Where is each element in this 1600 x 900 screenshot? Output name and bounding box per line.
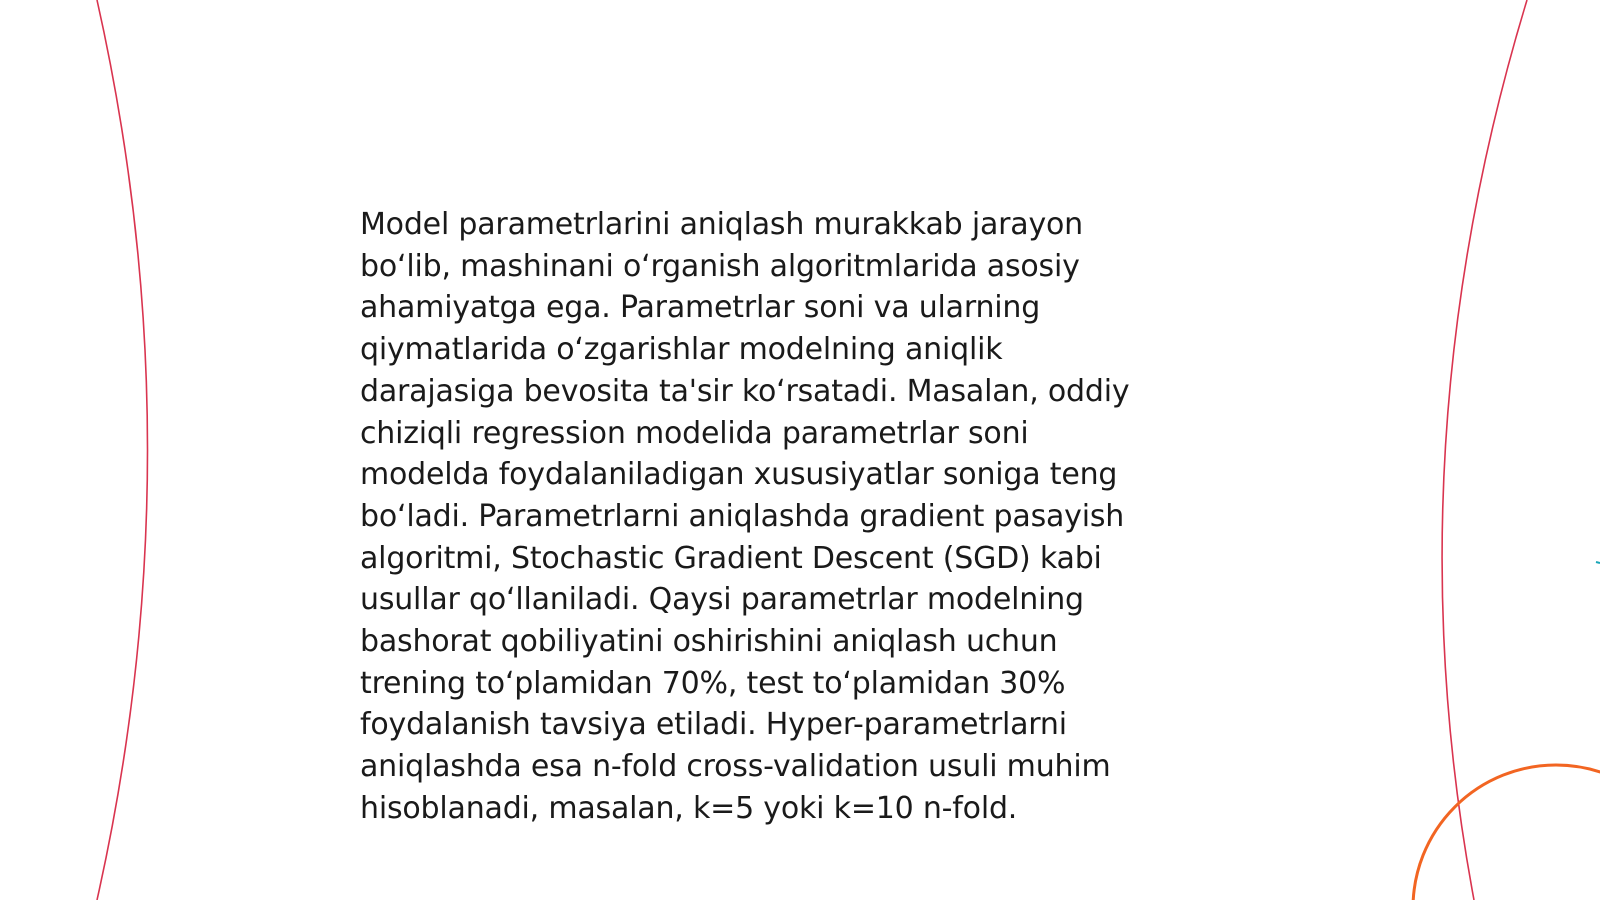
- paragraph-line: bo‘lib, mashinani o‘rganish algoritmlarida asosiy: [360, 248, 1080, 284]
- paragraph-line: qiymatlarida o‘zgarishlar modelning aniqlik: [360, 332, 1003, 368]
- left-arc: [97, 0, 148, 900]
- body-paragraph: [360, 204, 1210, 830]
- paragraph-line: aniqlashda esa n-fold cross-validation usuli muhim: [360, 749, 1111, 785]
- paragraph-line: trening to‘plamidan 70%, test to‘plamidan 30%: [360, 665, 1066, 701]
- paragraph-line: ahamiyatga ega. Parametrlar soni va ularning: [360, 290, 1041, 326]
- paragraph-line: foydalanish tavsiya etiladi. Hyper-parametrlarni: [360, 707, 1067, 743]
- paragraph-line: modelda foydalaniladigan xususiyatlar soniga teng: [360, 457, 1118, 493]
- paragraph-line: bashorat qobiliyatini oshirishini aniqlash uchun: [360, 624, 1058, 660]
- paragraph-line: usullar qo‘llaniladi. Qaysi parametrlar modelning: [360, 582, 1084, 618]
- paragraph-line: chiziqli regression modelida parametrlar soni: [360, 415, 1029, 451]
- paragraph-line: Model parametrlarini aniqlash murakkab jarayon: [360, 207, 1083, 242]
- paragraph-line: algoritmi, Stochastic Gradient Descent (SGD) kabi: [360, 540, 1102, 576]
- teal-mark: [1596, 562, 1600, 563]
- orange-circle: [1413, 765, 1600, 900]
- right-arc: [1442, 0, 1527, 900]
- paragraph-line: darajasiga bevosita ta'sir ko‘rsatadi. Masalan, oddiy: [360, 373, 1130, 409]
- paragraph-line: bo‘ladi. Parametrlarni aniqlashda gradient pasayish: [360, 498, 1125, 534]
- paragraph-line: hisoblanadi, masalan, k=5 yoki k=10 n-fold.: [360, 790, 1018, 826]
